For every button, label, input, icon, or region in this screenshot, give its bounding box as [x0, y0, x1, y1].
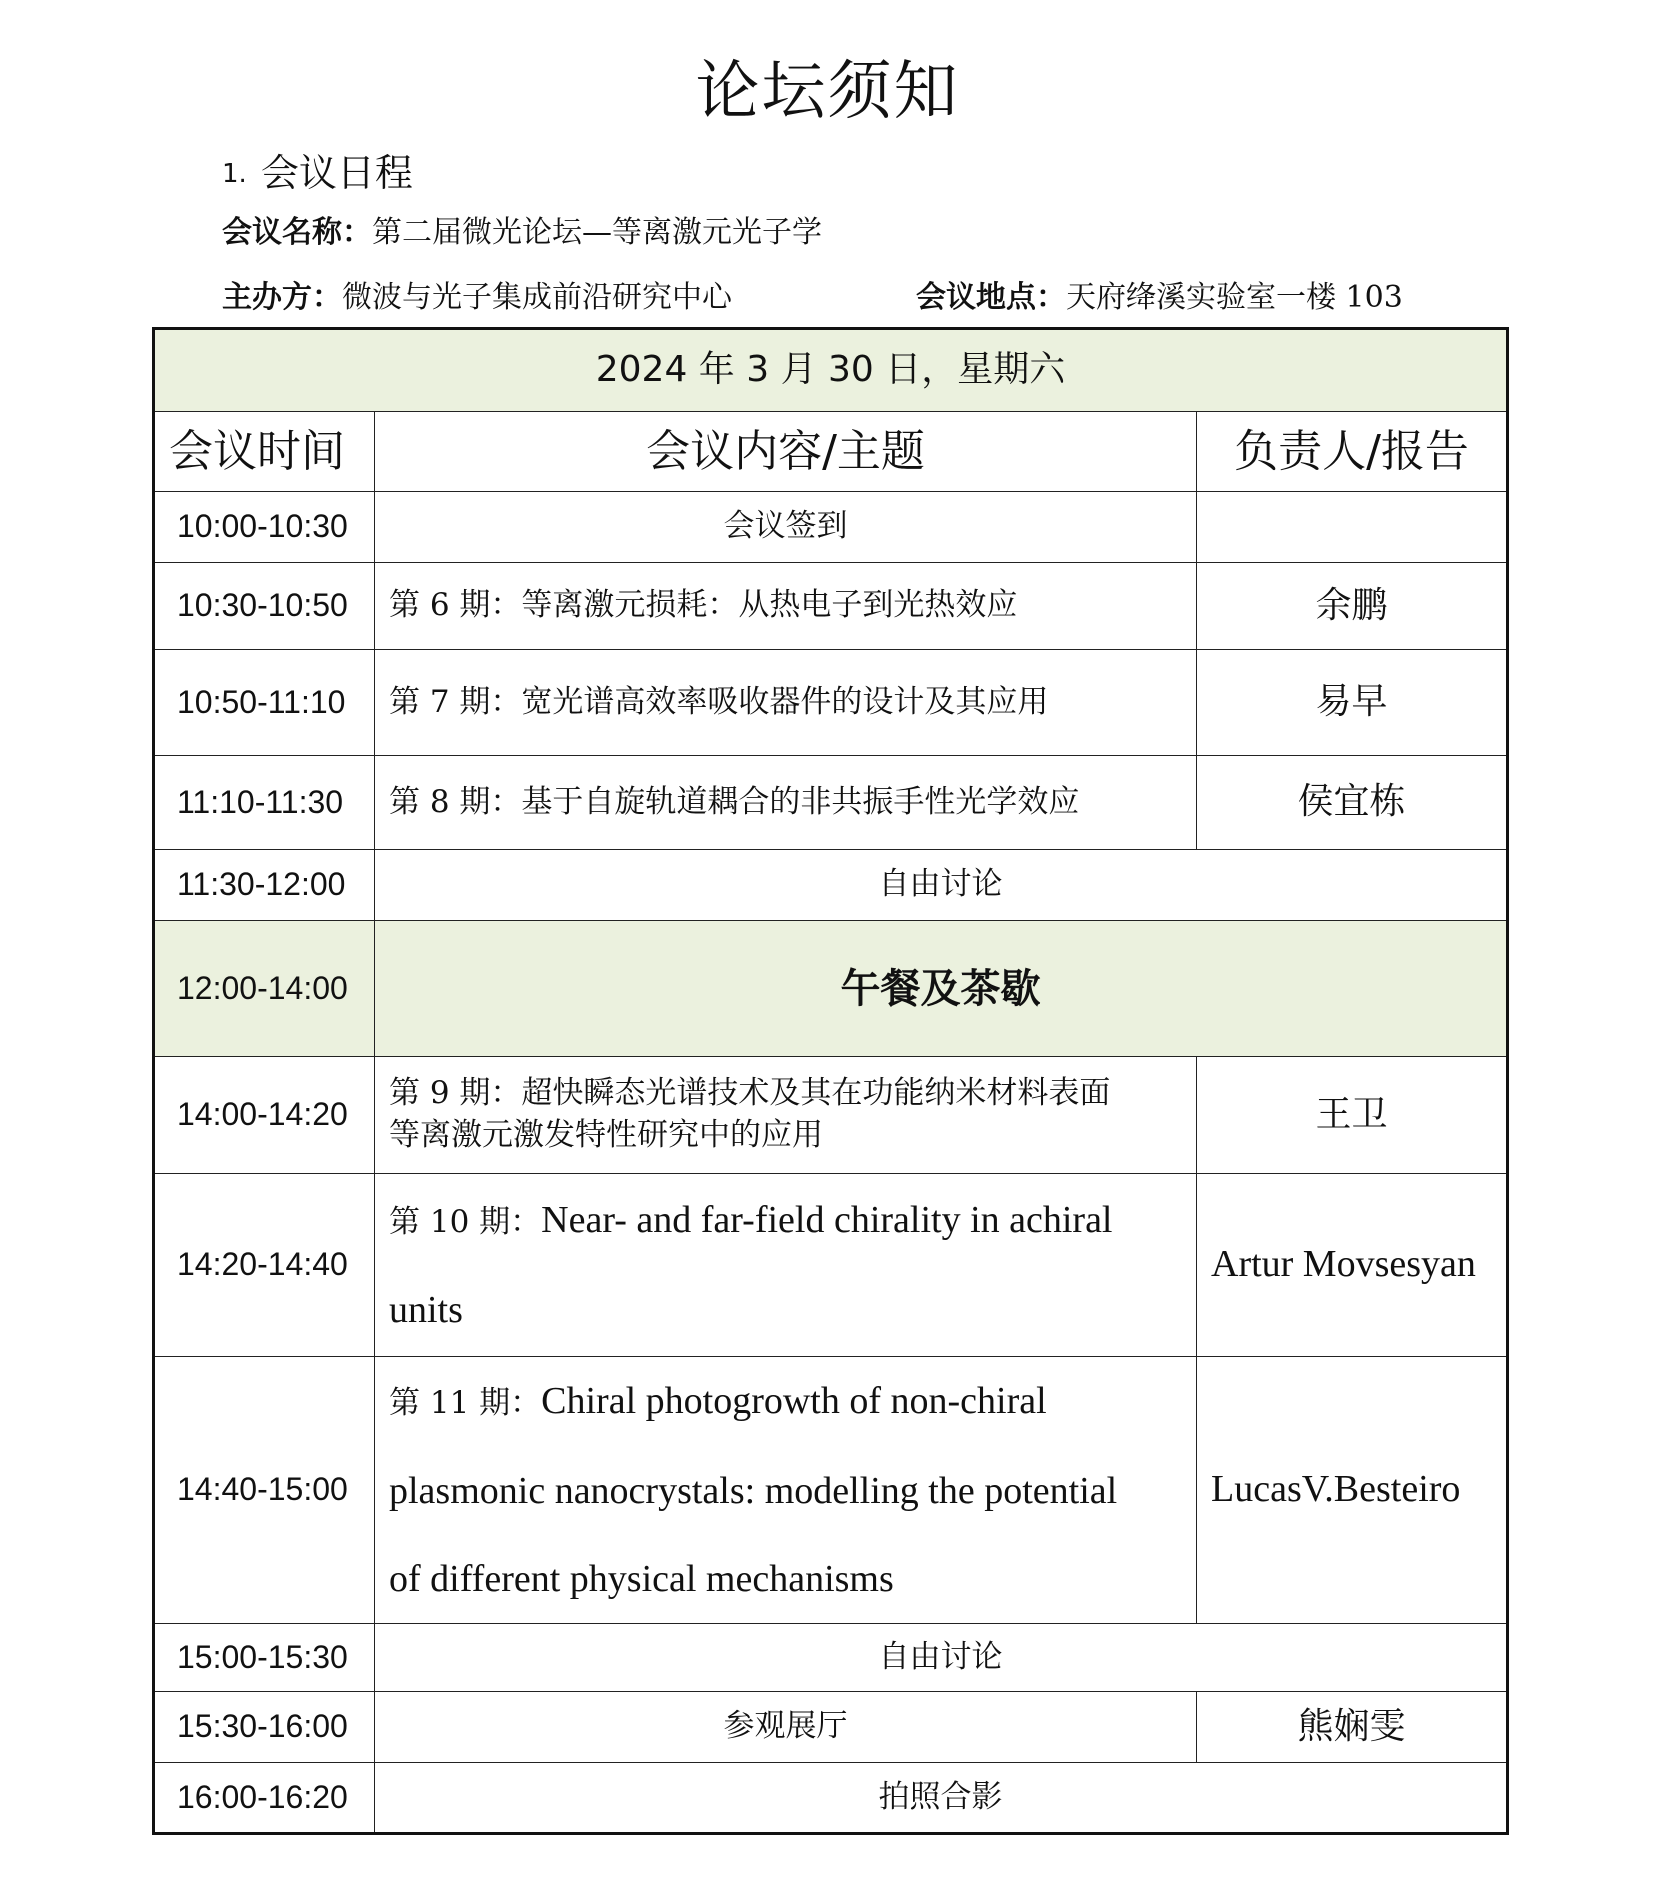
meeting-venue-value: 天府绛溪实验室一楼 103: [1066, 280, 1403, 315]
row-topic: [375, 1057, 1197, 1174]
table-row-lunch: [154, 921, 1508, 1057]
page-title: 论坛须知: [695, 55, 960, 129]
row-topic-prefix: 第 10 期：: [389, 1204, 542, 1240]
row-time: 15:00-15:30: [154, 1624, 375, 1692]
table-row: [154, 756, 1508, 850]
row-topic-text: Near- and far-field chirality in achiral: [541, 1199, 1113, 1241]
date-row: [154, 329, 1508, 412]
meeting-name-label: 会议名称：: [222, 215, 372, 250]
table-row: [154, 650, 1508, 756]
table-row: [154, 850, 1508, 921]
row-topic: 自由讨论: [375, 1624, 1508, 1692]
row-speaker: 易早: [1197, 650, 1508, 756]
meeting-host-value: 微波与光子集成前沿研究中心: [342, 280, 732, 315]
row-topic-line: [389, 1357, 1182, 1447]
section-label: 会议日程: [260, 151, 413, 195]
header-time: 会议时间: [154, 412, 375, 492]
row-topic-line: plasmonic nanocrystals: modelling the potential: [389, 1470, 1118, 1512]
schedule-date: 2024 年 3 月 30 日，星期六: [154, 329, 1508, 412]
row-topic-line: 等离激元激发特性研究中的应用: [389, 1117, 823, 1153]
row-topic: 会议签到: [375, 492, 1197, 563]
row-topic: 自由讨论: [375, 850, 1508, 921]
table-row: [154, 1357, 1508, 1624]
row-speaker: [1197, 492, 1508, 563]
row-topic-prefix: 第 11 期：: [389, 1385, 542, 1421]
row-speaker: LucasV.Besteiro: [1197, 1357, 1508, 1624]
row-time: 14:00-14:20: [154, 1057, 375, 1174]
row-topic: 午餐及茶歇: [375, 921, 1508, 1057]
meeting-venue-label: 会议地点：: [916, 280, 1066, 315]
row-speaker: 侯宜栋: [1197, 756, 1508, 850]
table-row: [154, 492, 1508, 563]
row-topic-line: [389, 1176, 1182, 1266]
meeting-host: [222, 272, 732, 316]
section-heading: [222, 142, 413, 197]
row-topic-line: units: [389, 1289, 463, 1331]
row-topic: [375, 1357, 1197, 1624]
row-time: 16:00-16:20: [154, 1763, 375, 1834]
row-speaker: 王卫: [1197, 1057, 1508, 1174]
row-topic-line: 第 9 期：超快瞬态光谱技术及其在功能纳米材料表面: [389, 1075, 1111, 1112]
row-time: 10:30-10:50: [154, 563, 375, 650]
row-time: 15:30-16:00: [154, 1692, 375, 1763]
table-row: [154, 1763, 1508, 1834]
row-time: 10:50-11:10: [154, 650, 375, 756]
row-topic-line: of different physical mechanisms: [389, 1558, 894, 1600]
header-speaker: 负责人/报告: [1197, 412, 1508, 492]
row-topic: 第 6 期：等离激元损耗：从热电子到光热效应: [375, 563, 1197, 650]
row-time: 11:30-12:00: [154, 850, 375, 921]
row-time: 14:40-15:00: [154, 1357, 375, 1624]
table-row: [154, 1692, 1508, 1763]
table-row: [154, 1174, 1508, 1357]
row-topic: 第 7 期：宽光谱高效率吸收器件的设计及其应用: [375, 650, 1197, 756]
meeting-venue: [916, 272, 1403, 316]
header-row: [154, 412, 1508, 492]
meeting-name-value: 第二届微光论坛—等离激元光子学: [372, 215, 822, 250]
section-number: 1.: [222, 159, 247, 189]
row-topic: 参观展厅: [375, 1692, 1197, 1763]
row-speaker: 熊娴雯: [1197, 1692, 1508, 1763]
table-row: [154, 563, 1508, 650]
row-time: 11:10-11:30: [154, 756, 375, 850]
row-time: 12:00-14:00: [154, 921, 375, 1057]
row-topic: 第 8 期：基于自旋轨道耦合的非共振手性光学效应: [375, 756, 1197, 850]
row-time: 10:00-10:30: [154, 492, 375, 563]
header-topic: 会议内容/主题: [375, 412, 1197, 492]
row-topic-text: Chiral photogrowth of non-chiral: [541, 1380, 1047, 1422]
row-topic: [375, 1174, 1197, 1357]
meeting-host-label: 主办方：: [222, 280, 342, 315]
meeting-name: [222, 207, 822, 251]
row-speaker: 余鹏: [1197, 563, 1508, 650]
table-row: [154, 1624, 1508, 1692]
schedule-table: [152, 327, 1509, 1835]
row-time: 14:20-14:40: [154, 1174, 375, 1357]
row-speaker: Artur Movsesyan: [1197, 1174, 1508, 1357]
row-topic: 拍照合影: [375, 1763, 1508, 1834]
table-row: [154, 1057, 1508, 1174]
